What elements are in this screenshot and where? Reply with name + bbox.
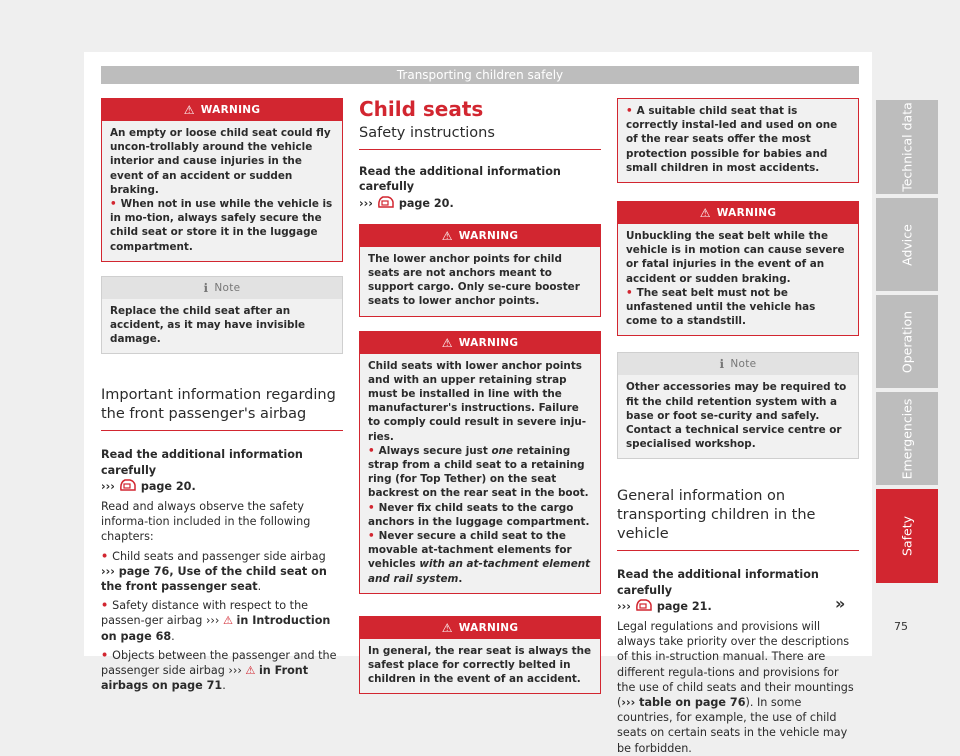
cross-reference-link[interactable]: in Front airbags on page 71	[101, 664, 309, 693]
warning-bullet: • The seat belt must not be unfastened until the vehicle has come to a standstill.	[626, 286, 816, 328]
warning-triangle-icon: ⚠	[441, 228, 453, 243]
warning-label: WARNING	[200, 104, 261, 116]
info-icon: ℹ	[203, 280, 209, 295]
note-label: Note	[730, 358, 757, 371]
bullet-icon: •	[110, 198, 117, 211]
bullet-icon: •	[101, 549, 109, 563]
column-2	[359, 98, 601, 708]
warning-label: WARNING	[458, 336, 519, 349]
list-item: • Safety distance with respect to the passen-ger airbag ››› ⚠ in Introduction on page 68.	[101, 599, 331, 643]
intro-text: Read and always observe the safety informa-tion included in the following chapters:	[101, 500, 311, 544]
warning-triangle-icon: ⚠	[183, 103, 195, 117]
note-text: Replace the child seat after an accident, as it may have invisible damage.	[110, 304, 306, 346]
bullet-icon: •	[626, 286, 633, 299]
bullet-icon: •	[101, 648, 109, 662]
warning-triangle-icon: ⚠	[699, 206, 711, 221]
chapter-title: Child seats	[359, 97, 484, 121]
section-title: General information on transporting children in the vehicle	[617, 487, 859, 551]
section-title: Important information regarding the front passenger's airbag	[101, 386, 343, 431]
warning-label: WARNING	[458, 229, 519, 242]
page-link[interactable]: page 20.	[140, 479, 196, 493]
car-seat-icon	[376, 195, 396, 209]
warning-text: Unbuckling the seat belt while the vehicle is in motion can cause severe or fatal injuries in the event of an accident or sudden braking.	[626, 230, 845, 285]
warning-box	[359, 224, 601, 317]
warning-bullet: • When not in use while the vehicle is in mo-tion, always safely secure the child seat or store it in the luggage compartment.	[110, 198, 333, 253]
warning-text: In general, the rear seat is always the safest place for correctly belted in children in the event of an accident.	[368, 644, 592, 686]
note-box	[101, 276, 343, 355]
note-label: Note	[214, 281, 241, 294]
car-seat-icon	[118, 478, 138, 492]
warning-triangle-icon: ⚠	[441, 335, 453, 350]
warning-text: Child seats with lower anchor points and with an upper retaining strap must be installed in line with the manufacturer's instructions. Failure to comply could result in severe inju-ries.	[368, 359, 587, 443]
note-text: Other accessories may be required to fit the child retention system with a base or foot se-curity and safely. Contact a technical service centre or specialised workshop.	[626, 381, 847, 451]
bullet-icon: •	[368, 530, 375, 543]
warning-bullet: • Never secure a child seat to the movable at-tachment elements for vehicles with an at-tachment element and rail system.	[368, 530, 591, 585]
read-info: Read the additional information carefully ››› page 21.	[617, 568, 819, 613]
page-link[interactable]: page 20.	[398, 196, 454, 210]
warning-continuation-box	[617, 98, 859, 183]
column-1	[101, 98, 343, 693]
read-info: Read the additional information carefully ››› page 20.	[101, 448, 303, 493]
car-seat-icon	[634, 598, 654, 612]
continue-arrow: »	[835, 594, 846, 613]
bullet-icon: •	[368, 444, 375, 457]
warning-bullet: • Always secure just one retaining strap from a child seat to a retaining ring (for Top Tether) on the seat backrest on the rear seat in the boot.	[368, 444, 589, 500]
page-header: Transporting children safely	[101, 66, 859, 84]
warning-box	[359, 331, 601, 594]
page-link[interactable]: page 21.	[656, 599, 712, 613]
bullet-icon: •	[626, 105, 633, 117]
cross-reference-link[interactable]: in Introduction on page 68	[101, 614, 331, 643]
warning-triangle-icon: ⚠	[441, 620, 453, 635]
tab-emergencies[interactable]: Emergencies	[876, 392, 938, 485]
warning-label: WARNING	[716, 207, 777, 220]
warning-box	[101, 98, 343, 262]
column-3	[617, 98, 859, 756]
list-item: • Child seats and passenger side airbag ››› page 76, Use of the child seat on the front passenger seat.	[101, 549, 327, 594]
warning-triangle-icon: ⚠	[222, 614, 233, 628]
cross-reference-link[interactable]: ››› page 76, Use of the child seat on the front passenger seat	[101, 564, 327, 594]
bullet-icon: •	[101, 599, 109, 613]
list-item: • Objects between the passenger and the passenger side airbag ››› ⚠ in Front airbags on page 71.	[101, 648, 337, 693]
tab-technical-data[interactable]: Technical data	[876, 100, 938, 194]
warning-box	[617, 201, 859, 336]
bullet-icon: •	[368, 501, 375, 514]
warning-bullet: • A suitable child seat that is correctly instal-led and used on one of the rear seats offer the most protection possible for babies and small children in most accidents.	[626, 105, 838, 174]
body-text: Legal regulations and provisions will always take priority over the descriptions of this in-struction manual. There are different regula-tions and provisions for the use of child seats and their mountings (››› table on page 76). In some countries, for example, the use of child seats on certain seats in the vehicle may be forbidden.	[617, 620, 854, 755]
note-box	[617, 352, 859, 459]
tab-safety[interactable]: Safety	[876, 489, 938, 583]
tab-advice[interactable]: Advice	[876, 198, 938, 291]
info-icon: ℹ	[719, 357, 725, 372]
cross-reference-link[interactable]: ››› table on page 76	[621, 696, 746, 710]
section-subtitle: Safety instructions	[359, 126, 601, 150]
warning-text: The lower anchor points for child seats are not anchors meant to support cargo. Only se-cure booster seats to lower anchor points.	[368, 252, 580, 308]
read-info: Read the additional information carefully ››› page 20.	[359, 165, 561, 210]
warning-triangle-icon: ⚠	[245, 664, 256, 678]
page-number: 75	[894, 620, 908, 633]
warning-box	[359, 616, 601, 695]
warning-bullet: • Never fix child seats to the cargo anchors in the luggage compartment.	[368, 501, 590, 528]
warning-text: An empty or loose child seat could fly uncon-trollably around the vehicle interior and cause injuries in the event of an accident or sudden braking.	[110, 127, 331, 196]
tab-operation[interactable]: Operation	[876, 295, 938, 388]
warning-label: WARNING	[458, 621, 519, 634]
